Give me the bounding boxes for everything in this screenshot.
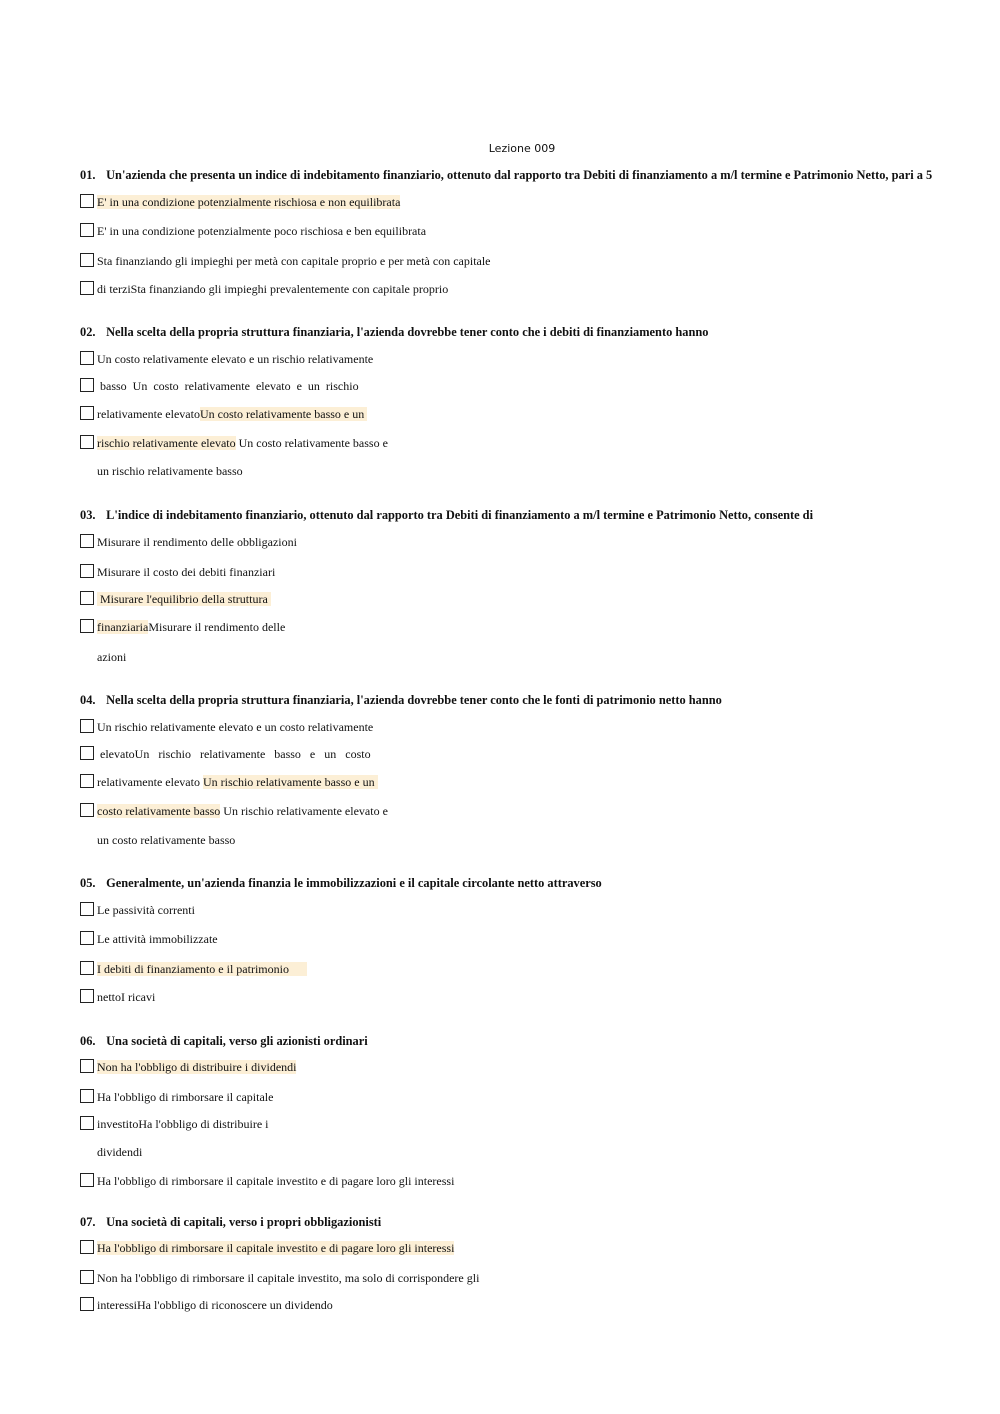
answer-text: Un costo relativamente basso e xyxy=(235,435,388,450)
answer-checkbox[interactable] xyxy=(80,534,94,548)
answer-text: azioni xyxy=(97,649,127,664)
answer-text: Le passività correnti xyxy=(97,902,195,917)
question-03 xyxy=(80,508,813,523)
question-number: 02. xyxy=(80,325,96,339)
answer-text: investitoHa l'obbligo di distribuire i xyxy=(97,1116,269,1131)
answer-text: di terziSta finanziando gli impieghi prevalentemente con capitale proprio xyxy=(97,281,449,296)
answer-checkbox[interactable] xyxy=(80,1059,94,1073)
question-05 xyxy=(80,876,602,891)
answer-option xyxy=(80,746,371,762)
answer-option xyxy=(80,253,491,269)
lesson-title: Lezione 009 xyxy=(488,142,556,155)
question-text: Generalmente, un'azienda finanzia le immobilizzazioni e il capitale circolante netto attraverso xyxy=(106,876,602,890)
answer-text: interessiHa l'obbligo di riconoscere un dividendo xyxy=(97,1297,333,1312)
answer-option xyxy=(80,378,359,394)
answer-text: Misurare il costo dei debiti finanziari xyxy=(97,564,276,579)
answer-option xyxy=(80,223,426,239)
answer-checkbox[interactable] xyxy=(80,406,94,420)
answer-option xyxy=(80,1116,268,1132)
answer-checkbox[interactable] xyxy=(80,1270,94,1284)
answer-text: E' in una condizione potenzialmente poco rischiosa e ben equilibrata xyxy=(97,223,427,238)
answer-option xyxy=(80,719,373,735)
question-number: 03. xyxy=(80,508,96,522)
answer-checkbox[interactable] xyxy=(80,619,94,633)
answer-text: Un rischio relativamente elevato e un costo relativamente xyxy=(97,719,374,734)
answer-checkbox[interactable] xyxy=(80,803,94,817)
answer-text: nettoI ricavi xyxy=(97,989,156,1004)
answer-option xyxy=(80,351,373,367)
question-01 xyxy=(80,168,932,183)
answer-text: Ha l'obbligo di rimborsare il capitale xyxy=(97,1089,274,1104)
question-04 xyxy=(80,693,722,708)
answer-option xyxy=(80,534,297,550)
answer-option xyxy=(80,194,400,210)
answer-checkbox[interactable] xyxy=(80,1297,94,1311)
answer-checkbox[interactable] xyxy=(80,253,94,267)
answer-checkbox[interactable] xyxy=(80,281,94,295)
answer-text-highlighted: Ha l'obbligo di rimborsare il capitale investito e di pagare loro gli interessi xyxy=(97,1240,455,1255)
answer-continuation xyxy=(97,463,243,479)
answer-text-highlighted: rischio relativamente elevato xyxy=(97,435,236,450)
answer-text: elevatoUn rischio relativamente basso e un costo xyxy=(97,746,371,761)
answer-option xyxy=(80,1089,273,1105)
answer-text-highlighted: finanziaria xyxy=(97,619,149,634)
answer-text-highlighted: I debiti di finanziamento e il patrimonio xyxy=(97,961,307,976)
question-06 xyxy=(80,1034,368,1049)
answer-checkbox[interactable] xyxy=(80,591,94,605)
answer-checkbox[interactable] xyxy=(80,1240,94,1254)
answer-text: Misurare il rendimento delle xyxy=(148,619,286,634)
answer-text: Ha l'obbligo di rimborsare il capitale investito e di pagare loro gli interessi xyxy=(97,1173,455,1188)
answer-text: Sta finanziando gli impieghi per metà con capitale proprio e per metà con capitale xyxy=(97,253,491,268)
answer-option xyxy=(80,406,367,422)
question-text: Una società di capitali, verso gli azionisti ordinari xyxy=(106,1034,368,1048)
answer-checkbox[interactable] xyxy=(80,378,94,392)
answer-checkbox[interactable] xyxy=(80,1116,94,1130)
answer-option xyxy=(80,619,285,635)
answer-continuation xyxy=(97,649,126,665)
answer-checkbox[interactable] xyxy=(80,223,94,237)
answer-continuation xyxy=(97,1144,142,1160)
question-text: Nella scelta della propria struttura finanziaria, l'azienda dovrebbe tener conto che i debiti di finanziamento hanno xyxy=(106,325,709,339)
answer-text: Un costo relativamente elevato e un rischio relativamente xyxy=(97,351,374,366)
answer-text: un costo relativamente basso xyxy=(97,832,236,847)
answer-text-highlighted: Un rischio relativamente basso e un xyxy=(202,774,378,789)
answer-option xyxy=(80,435,388,451)
answer-text: Non ha l'obbligo di rimborsare il capitale investito, ma solo di corrispondere gli xyxy=(97,1270,480,1285)
answer-option xyxy=(80,1270,479,1286)
answer-checkbox[interactable] xyxy=(80,989,94,1003)
answer-text: un rischio relativamente basso xyxy=(97,463,243,478)
answer-checkbox[interactable] xyxy=(80,902,94,916)
answer-option xyxy=(80,902,195,918)
question-07 xyxy=(80,1215,381,1230)
answer-checkbox[interactable] xyxy=(80,931,94,945)
question-number: 01. xyxy=(80,168,96,182)
answer-checkbox[interactable] xyxy=(80,1173,94,1187)
question-text: Un'azienda che presenta un indice di indebitamento finanziario, ottenuto dal rapporto tra Debiti di finanziamento a m/l termine e Patrimonio Netto, pari a 5 xyxy=(106,168,933,182)
question-text: Nella scelta della propria struttura finanziaria, l'azienda dovrebbe tener conto che le fonti di patrimonio netto hanno xyxy=(106,693,722,707)
answer-text-highlighted: Non ha l'obbligo di distribuire i dividendi xyxy=(97,1059,297,1074)
question-number: 07. xyxy=(80,1215,96,1229)
answer-option xyxy=(80,564,275,580)
answer-checkbox[interactable] xyxy=(80,351,94,365)
answer-option xyxy=(80,774,378,790)
answer-checkbox[interactable] xyxy=(80,746,94,760)
answer-checkbox[interactable] xyxy=(80,774,94,788)
answer-text: Misurare il rendimento delle obbligazioni xyxy=(97,534,297,549)
answer-option xyxy=(80,1173,454,1189)
answer-text: Un rischio relativamente elevato e xyxy=(220,803,388,818)
answer-option xyxy=(80,1059,296,1075)
answer-option xyxy=(80,803,388,819)
answer-text: Le attività immobilizzate xyxy=(97,931,218,946)
answer-option xyxy=(80,591,271,607)
answer-option xyxy=(80,931,218,947)
answer-checkbox[interactable] xyxy=(80,564,94,578)
question-number: 06. xyxy=(80,1034,96,1048)
answer-checkbox[interactable] xyxy=(80,194,94,208)
question-02 xyxy=(80,325,708,340)
answer-checkbox[interactable] xyxy=(80,961,94,975)
answer-text: relativamente elevato xyxy=(97,774,203,789)
question-text: Una società di capitali, verso i propri obbligazionisti xyxy=(106,1215,382,1229)
answer-option xyxy=(80,1297,333,1313)
answer-text: basso Un costo relativamente elevato e un rischio xyxy=(97,378,359,393)
answer-checkbox[interactable] xyxy=(80,1089,94,1103)
answer-text-highlighted: Misurare l'equilibrio della struttura xyxy=(97,591,271,606)
answer-continuation xyxy=(97,832,235,848)
answer-option xyxy=(80,1240,454,1256)
answer-text: relativamente elevato xyxy=(97,406,200,421)
question-number: 04. xyxy=(80,693,96,707)
answer-checkbox[interactable] xyxy=(80,435,94,449)
answer-text-highlighted: Un costo relativamente basso e un xyxy=(199,406,368,421)
answer-text: dividendi xyxy=(97,1144,143,1159)
answer-option xyxy=(80,989,155,1005)
answer-text-highlighted: costo relativamente basso xyxy=(97,803,221,818)
answer-checkbox[interactable] xyxy=(80,719,94,733)
answer-text-highlighted: E' in una condizione potenzialmente rischiosa e non equilibrata xyxy=(97,194,401,209)
question-text: L'indice di indebitamento finanziario, ottenuto dal rapporto tra Debiti di finanziamento a m/l termine e Patrimonio Netto, consente di xyxy=(106,508,814,522)
answer-option xyxy=(80,281,448,297)
question-number: 05. xyxy=(80,876,96,890)
answer-option xyxy=(80,961,307,977)
